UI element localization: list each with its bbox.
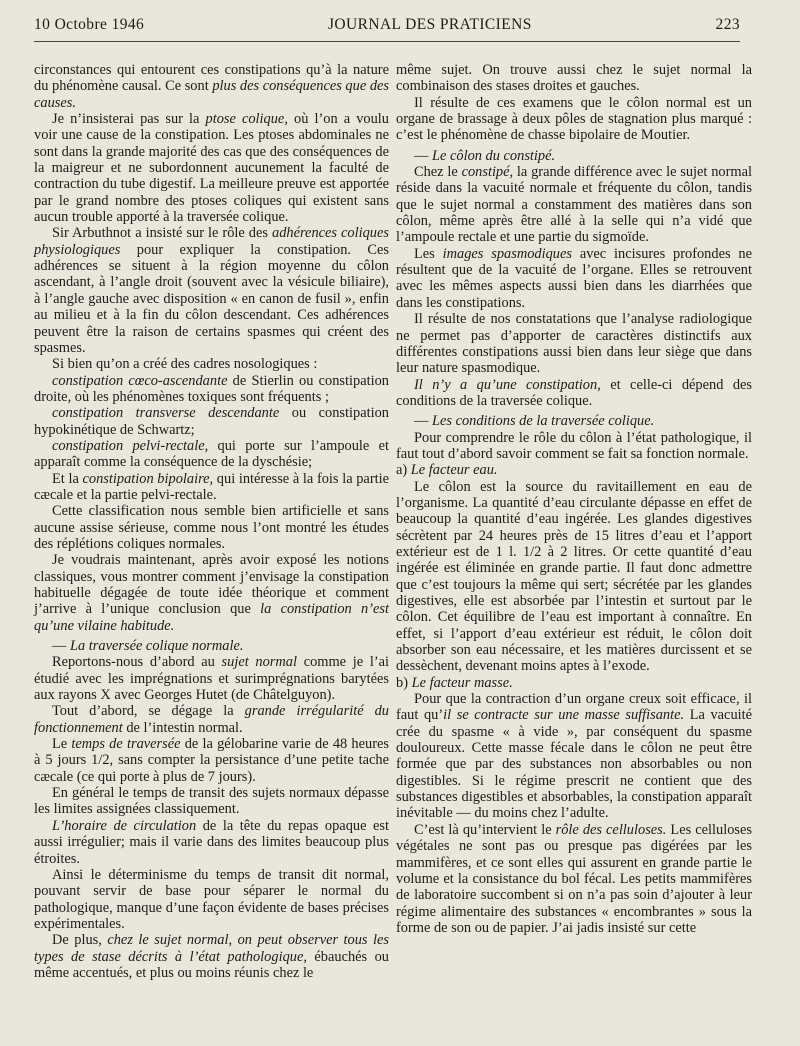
paragraph: En général le temps de transit des sujets normaux dépasse les limites assignées classiquement.	[34, 785, 389, 818]
header-rule	[34, 41, 740, 42]
section-heading: — Le côlon du constipé.	[414, 147, 556, 164]
paragraph: Je n’insisterai pas sur la ptose colique, où l’on a voulu voir une cause de la constipation. Les ptoses abdominales ne sont dans la grande majorité des cas que des conséquences de la maigreur et ne subordonnent aucunement la faculté de contraction du tube digestif. La meilleure preuve est apportée par le grand nombre des ptoses coliques qui existent sans aucun trouble apporté à la traversée colique.	[34, 111, 389, 226]
paragraph: constipation transverse descendante ou constipation hypokinétique de Schwartz;	[34, 405, 389, 438]
left-column	[34, 62, 389, 981]
paragraph: Ainsi le déterminisme du temps de transit dit normal, pouvant servir de base pour séparer le normal du pathologique, manque d’une façon évidente de bases précises expérimentales.	[34, 866, 389, 932]
paragraph: Reportons-nous d’abord au sujet normal comme je l’ai étudié avec les imprégnations et surimprégnations barytées aux rayons X avec Georges Hutet (de Châtelguyon).	[34, 654, 389, 704]
paragraph: Et la constipation bipolaire, qui intéresse à la fois la partie cæcale et la partie pelvi-rectale.	[34, 470, 389, 503]
paragraph: Je voudrais maintenant, après avoir exposé les notions classiques, vous montrer comment j’envisage la constipation habituelle dégagée de toute idée théorique et comment j’arrive à l’unique conclusion que la constipation n’est qu’une vilaine habitude.	[34, 552, 389, 634]
paragraph: Il résulte de ces examens que le côlon normal est un organe de brassage à deux pôles de stagnation plus marqué : c’est le phénomène de chasse bipolaire de Moutier.	[396, 94, 752, 144]
paragraph: Il n’y a qu’une constipation, et celle-ci dépend des conditions de la traversée colique.	[396, 376, 752, 409]
paragraph: Le temps de traversée de la gélobarine varie de 48 heures à 5 jours 1/2, sans compter la persistance d’une petite tache cæcale (ce qui porte à plus de 7 jours).	[34, 736, 389, 785]
paragraph: Sir Arbuthnot a insisté sur le rôle des adhérences coliques physiologiques pour expliquer la constipation. Ces adhérences se situent à la région moyenne du côlon ascendant, à l’angle droit (souvent avec la vésicule biliaire), à l’angle gauche avec disposition « en canon de fusil », enfin au milieu et à la fin du côlon descendant. Ces adhérences peuvent être la raison de certains spasmes qui créent des spasmes.	[34, 225, 389, 356]
paragraph: constipation cœco-ascendante de Stierlin ou constipation droite, où les phénomènes toxiques sont fréquents ;	[34, 372, 389, 405]
paragraph: De plus, chez le sujet normal, on peut observer tous les types de stase décrits à l’état pathologique, ébauchés ou même accentués, et plus ou moins réunis chez le	[34, 932, 390, 981]
paragraph: circonstances qui entourent ces constipations qu’à la nature du phénomène causal. Ce sont plus des conséquences que des causes.	[34, 62, 389, 111]
paragraph: Le côlon est la source du ravitaillement en eau de l’organisme. La quantité d’eau circulante dépasse en effet de beaucoup la quantité d’eau ingérée. Les glandes digestives sécrètent par 24 heures près de 15 litres d’eau et l’apport extérieur est de 1 l. 1/2 à 2 litres. Or cette quantité d’eau ingérée est éliminée en grande partie. Il faut donc admettre que c’est toujours la même qui sert; sécrétée par les glandes digestives, elle est absorbée par l’intestin et surtout par le côlon. Cet équilibre de l’eau est important à connaître. En effet, si l’apport d’eau extérieur est réduit, le côlon doit absorber son eau nécessaire, et les matières durcissent et se dessèchent, devenant moins aptes à l’exode.	[396, 478, 752, 675]
section-heading: b) Le facteur masse.	[396, 674, 513, 691]
paragraph: Pour comprendre le rôle du côlon à l’état pathologique, il faut tout d’abord savoir comment se fait sa fonction normale.	[396, 429, 752, 462]
paragraph: même sujet. On trouve aussi chez le sujet normal la combinaison des stases droites et gauches.	[396, 62, 752, 95]
section-heading: — Les conditions de la traversée colique.	[414, 413, 655, 430]
paragraph: Les images spasmodiques avec incisures profondes ne résultent que de la vacuité de l’organe. Elles se retrouvent avec les mêmes aspects aussi bien dans les diarrhées que dans les constipations.	[396, 245, 752, 311]
paragraph: Pour que la contraction d’un organe creux soit efficace, il faut qu’il se contracte sur une masse suffisante. La vacuité crée du spasme « à vide », par conséquent du spasme douloureux. Cette masse fécale dans le côlon ne peut être formée que par des substances non absorbables ou non digestibles. Si le régime prescrit ne contient que des substances digestibles et absorbables, la constipation apparaît inévitable — du moins chez l’adulte.	[396, 691, 753, 822]
paragraph: Tout d’abord, se dégage la grande irrégularité du fonctionnement de l’intestin normal.	[34, 703, 389, 736]
running-header	[34, 16, 740, 40]
paragraph: Si bien qu’on a créé des cadres nosologiques :	[52, 356, 318, 373]
right-column	[396, 62, 752, 936]
header-date: 10 Octobre 1946	[34, 16, 145, 33]
section-heading: a) Le facteur eau.	[396, 462, 498, 479]
paragraph: Il résulte de nos constatations que l’analyse radiologique ne permet pas d’apporter de caractères distinctifs aux différentes constipations aussi bien dans leur siège que dans leur nature spasmodique.	[396, 311, 752, 377]
paragraph: Cette classification nous semble bien artificielle et sans aucune assise sérieuse, comme nous l’ont montré les études des réplétions coliques normales.	[34, 503, 389, 552]
paragraph: Chez le constipé, la grande différence avec le sujet normal réside dans la vacuité normale et fréquente du côlon, tandis que le sujet normal a constamment des matières dans son côlon, même après être allé à la selle qui n’a vidé que l’ampoule rectale et une partie du sigmoïde.	[396, 164, 752, 246]
page-number: 223	[715, 16, 740, 33]
paragraph: C’est là qu’intervient le rôle des celluloses. Les celluloses végétales ne sont pas ou presque pas digérées par les mammifères, et ce sont elles qui assurent en grande partie le volume et la consistance du bol fécal. Les petits mammifères de laboratoire succombent si on n’a pas soin d’ajouter à leur régime alimentaire des substances « encombrantes » sous la forme de son ou de papier. J’ai jadis insisté sur cette	[396, 821, 752, 936]
paragraph: L’horaire de circulation de la tête du repas opaque est aussi irrégulier; mais il varie dans des limites beaucoup plus étroites.	[34, 817, 390, 867]
section-heading: — La traversée colique normale.	[52, 638, 244, 655]
journal-title: JOURNAL DES PRATICIENS	[328, 16, 532, 33]
paragraph: constipation pelvi-rectale, qui porte sur l’ampoule et apparaît comme la conséquence de la dyschésie;	[34, 437, 389, 471]
